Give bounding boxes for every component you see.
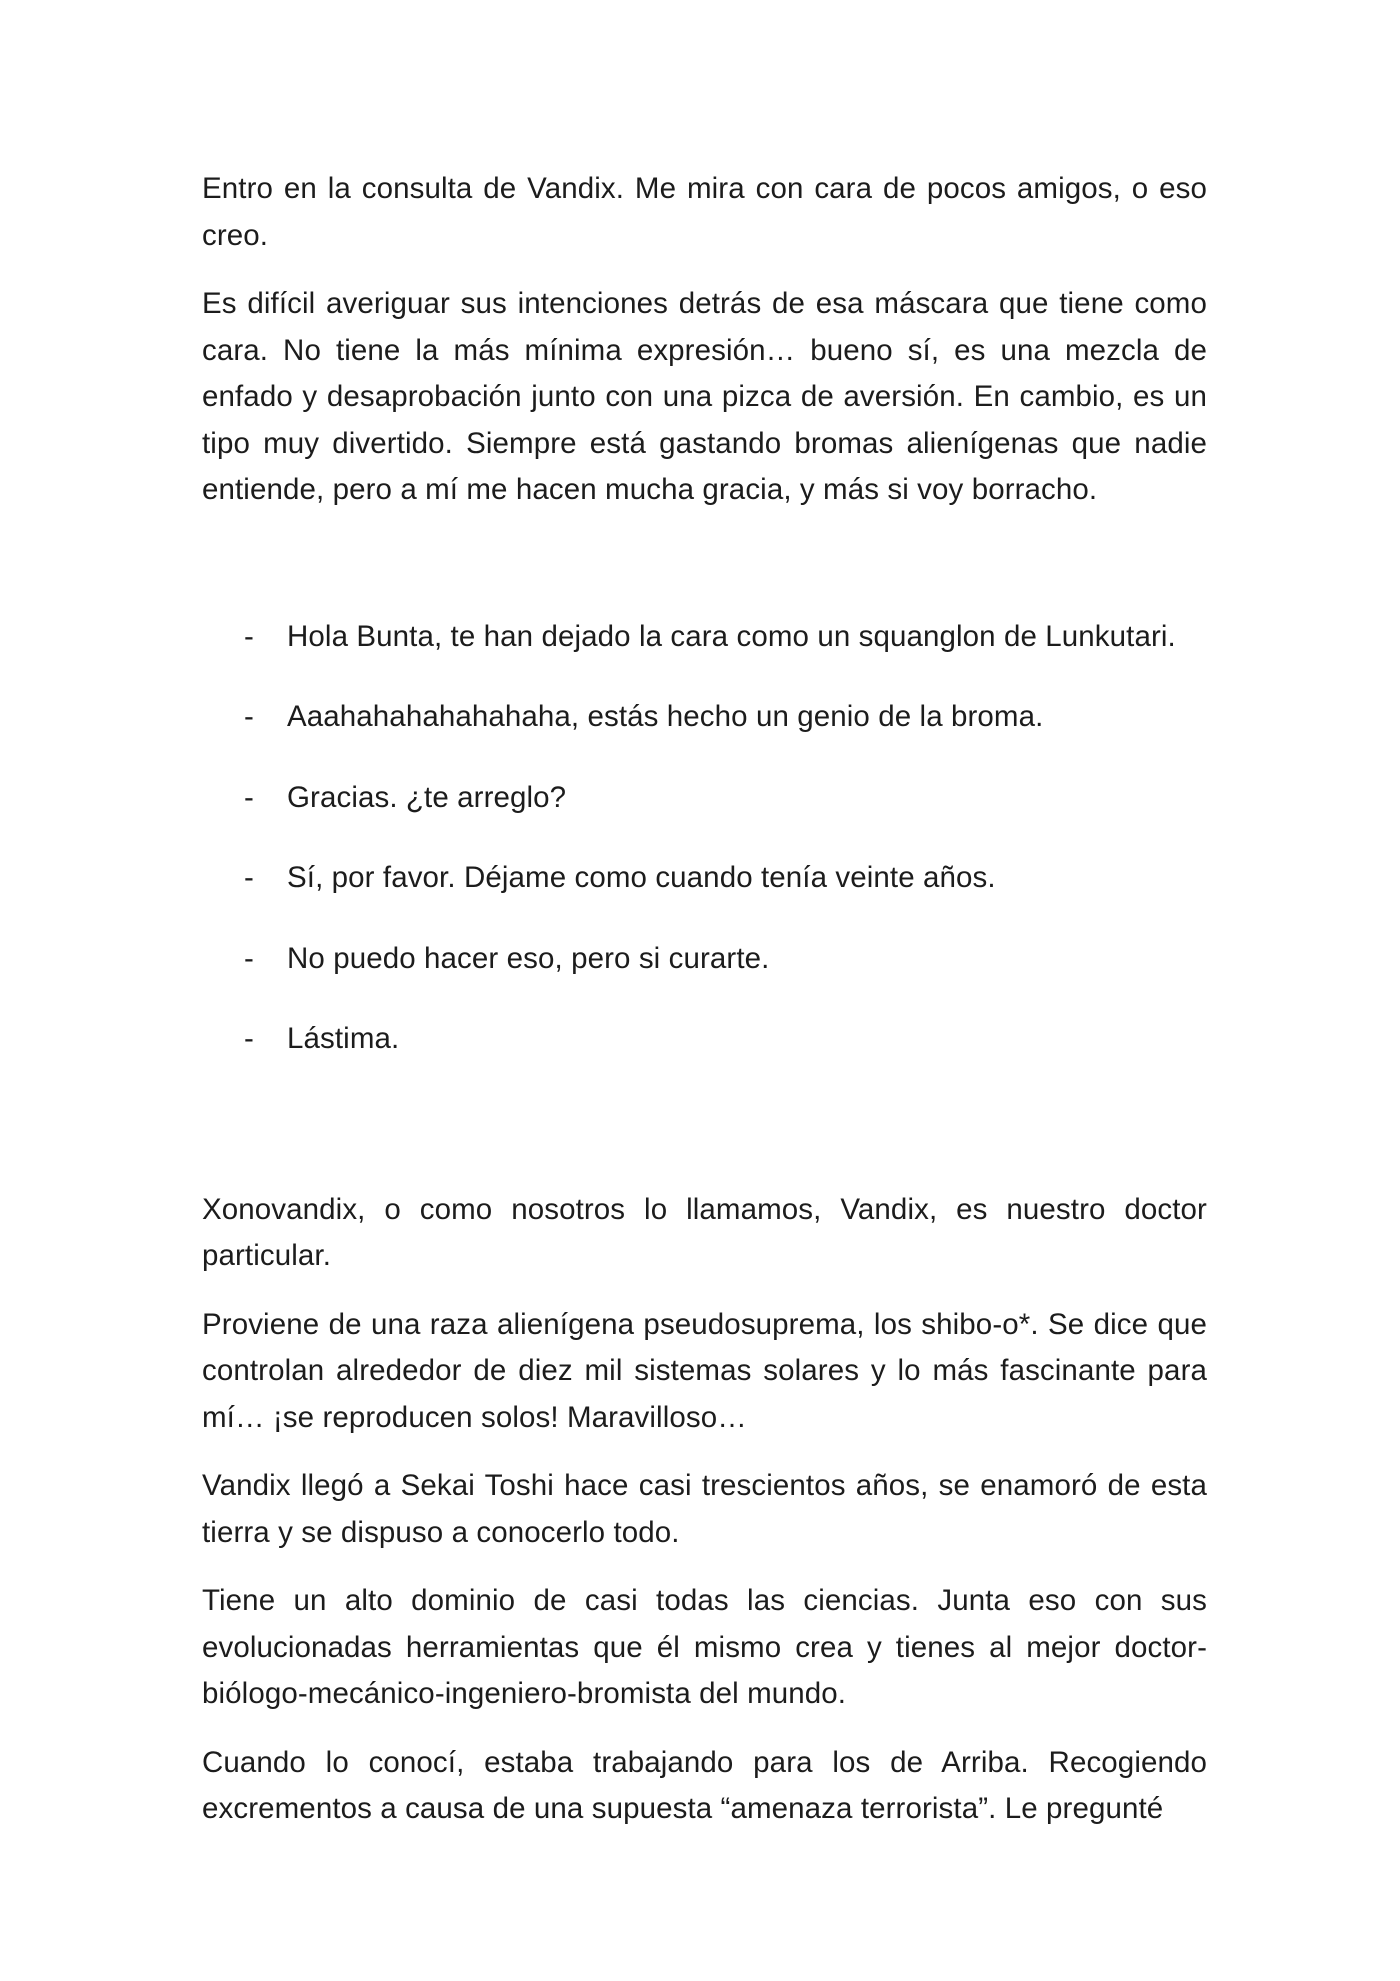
dialogue-dash: - (244, 619, 254, 653)
dialogue-text: Gracias. ¿te arreglo? (287, 780, 567, 814)
dialogue-dash: - (244, 861, 254, 894)
paragraph: Tiene un alto dominio de casi todas las ciencias. Junta eso con sus evolucionadas herramientas que él mismo crea y tienes al mejor doctor-biólogo-mecánico-ingeniero-bromista del mundo. (202, 1584, 1207, 1710)
dialogue-dash: - (244, 780, 254, 814)
dialogue-text: Sí, por favor. Déjame como cuando tenía veinte años. (287, 861, 996, 894)
dialogue-dash: - (244, 1022, 254, 1055)
dialogue-list (202, 614, 1207, 1063)
dialogue-line (202, 614, 1207, 661)
dialogue-text: No puedo hacer eso, pero si curarte. (287, 941, 770, 975)
paragraph: Entro en la consulta de Vandix. Me mira con cara de pocos amigos, o eso creo. (202, 172, 1207, 252)
document-body (202, 166, 1207, 1855)
paragraph: Proviene de una raza alienígena pseudosuprema, los shibo-o*. Se dice que controlan alrededor de diez mil sistemas solares y lo más fascinante para mí… ¡se reproducen solos! Maravilloso… (202, 1307, 1207, 1434)
dialogue-dash: - (244, 941, 254, 975)
dialogue-text: Lástima. (287, 1022, 400, 1055)
section-spacer (202, 1097, 1207, 1187)
dialogue-line (202, 936, 1207, 983)
dialogue-line (202, 855, 1207, 902)
dialogue-line (202, 775, 1207, 822)
section-spacer (202, 536, 1207, 614)
dialogue-line (202, 1016, 1207, 1063)
paragraph: Vandix llegó a Sekai Toshi hace casi trescientos años, se enamoró de esta tierra y se dispuso a conocerlo todo. (202, 1469, 1207, 1549)
dialogue-text: Aaahahahahahahaha, estás hecho un genio de la broma. (287, 700, 1044, 733)
dialogue-text: Hola Bunta, te han dejado la cara como un squanglon de Lunkutari. (287, 619, 1176, 653)
paragraph: Es difícil averiguar sus intenciones detrás de esa máscara que tiene como cara. No tiene la más mínima expresión… bueno sí, es una mezcla de enfado y desaprobación junto con una pizca de aversión. En cambio, es un tipo muy divertido. Siempre está gastando bromas alienígenas que nadie entiende, pero a mí me hacen mucha gracia, y más si voy borracho. (202, 287, 1207, 506)
dialogue-line (202, 694, 1207, 741)
paragraph: Xonovandix, o como nosotros lo llamamos, Vandix, es nuestro doctor particular. (202, 1192, 1207, 1272)
paragraph: Cuando lo conocí, estaba trabajando para los de Arriba. Recogiendo excrementos a causa de una supuesta “amenaza terrorista”. Le pregunté (202, 1745, 1207, 1825)
dialogue-dash: - (244, 700, 254, 733)
